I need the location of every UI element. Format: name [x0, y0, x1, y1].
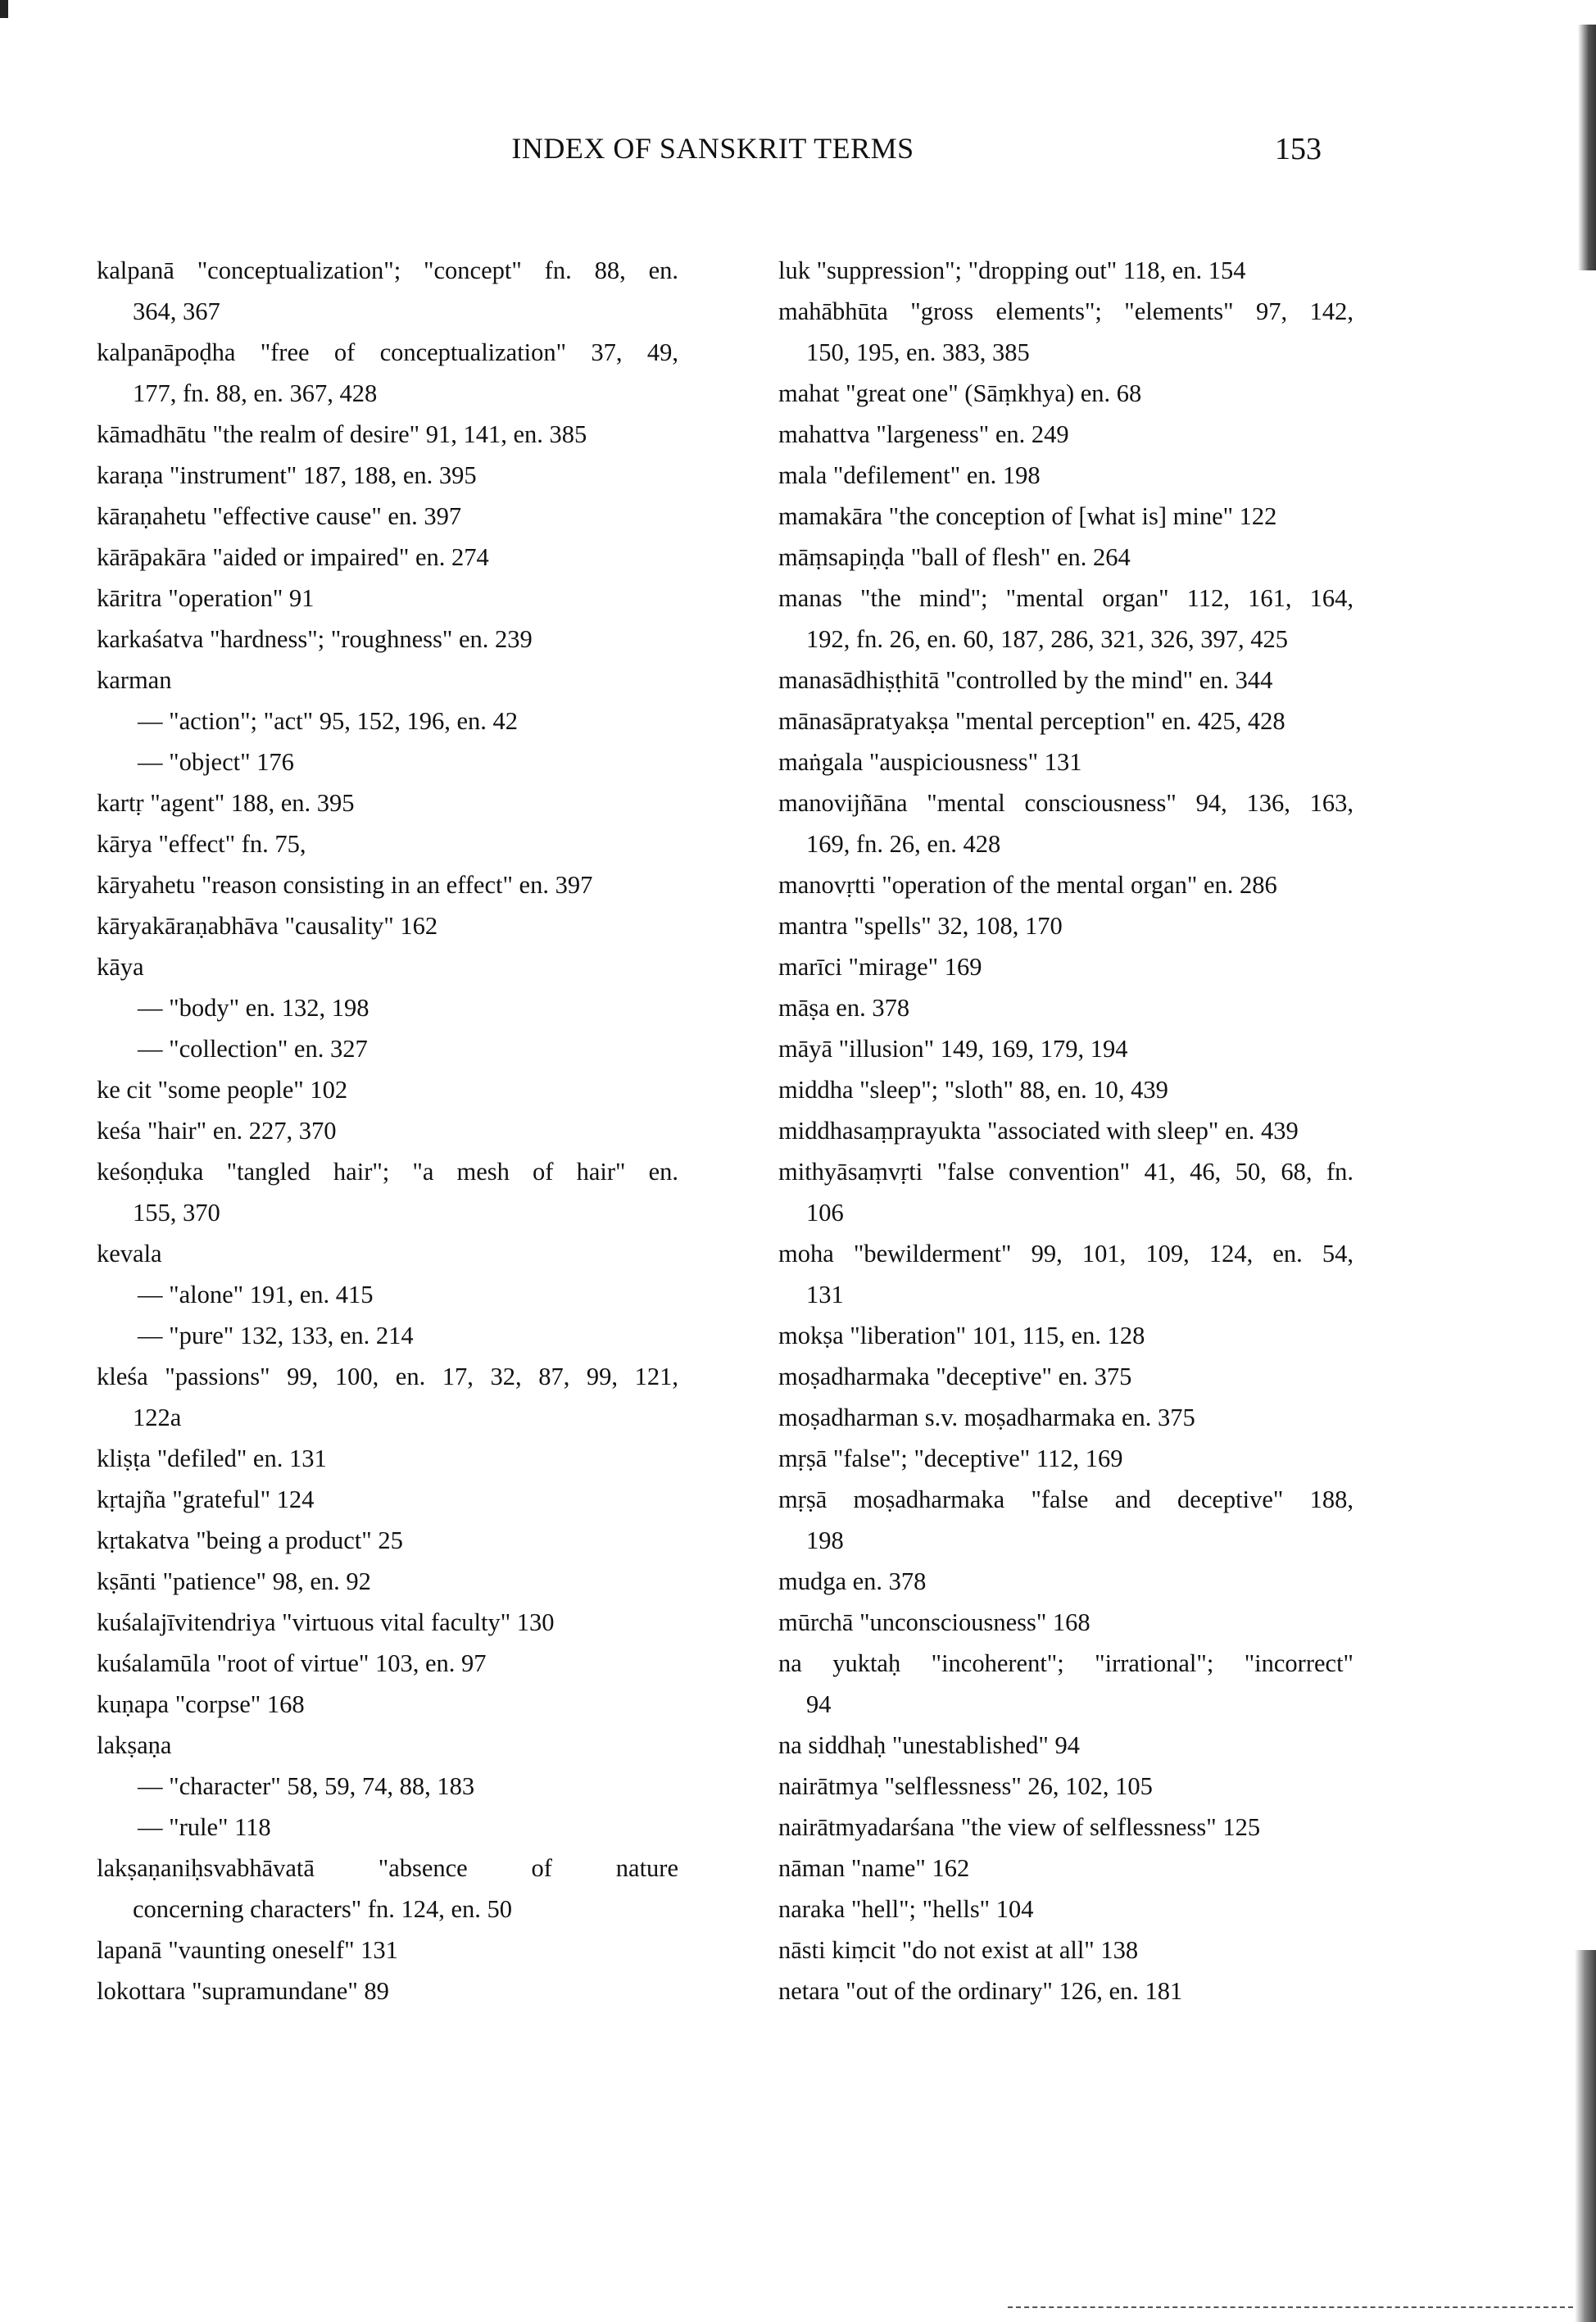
- index-entry: [97, 496, 678, 537]
- index-entry-head: kuṇapa "corpse" 168: [97, 1690, 305, 1718]
- index-entry-head: mānasāpratyakṣa "mental perception" en. 425, 428: [778, 707, 1285, 735]
- index-entry-head: moṣadharman s.v. moṣadharmaka en. 375: [778, 1404, 1195, 1431]
- index-entry: [778, 1151, 1353, 1233]
- index-entry: [778, 1602, 1353, 1643]
- index-subentry: — "pure" 132, 133, en. 214: [138, 1322, 414, 1349]
- index-entry-head: kṛtakatva "being a product" 25: [97, 1526, 403, 1554]
- index-entry: [778, 1971, 1353, 2011]
- index-entry: [97, 1930, 678, 1971]
- index-entry-continuation: 198: [806, 1526, 844, 1554]
- index-entry: [97, 1356, 678, 1438]
- index-entry: [778, 660, 1353, 701]
- index-entry-head: mṛṣā moṣadharmaka "false and deceptive" 188,: [778, 1485, 1353, 1513]
- index-entry: [97, 1971, 678, 2011]
- index-entry-head: mūrchā "unconsciousness" 168: [778, 1608, 1090, 1636]
- index-entry-head: ke cit "some people" 102: [97, 1076, 348, 1104]
- index-entry: [778, 1438, 1353, 1479]
- index-entry-continuation: 94: [806, 1690, 832, 1718]
- index-entry: [97, 823, 678, 864]
- scan-artifact-corner: [0, 0, 8, 18]
- index-entry-head: mahat "great one" (Sāṃkhya) en. 68: [778, 379, 1142, 407]
- index-entry: [778, 1110, 1353, 1151]
- index-entry-head: manas "the mind"; "mental organ" 112, 161, 164,: [778, 584, 1353, 612]
- index-subentry: — "action"; "act" 95, 152, 196, en. 42: [138, 707, 519, 735]
- index-entry: [97, 1438, 678, 1479]
- index-column-right: [778, 250, 1353, 2011]
- index-entry-head: mudga en. 378: [778, 1567, 927, 1595]
- index-entry: [97, 1684, 678, 1725]
- index-entry: [97, 455, 678, 496]
- index-entry: [778, 1069, 1353, 1110]
- index-entry: [778, 291, 1353, 373]
- index-entry: [97, 1725, 678, 1848]
- index-entry-head: kṣānti "patience" 98, en. 92: [97, 1567, 371, 1595]
- index-entry: [97, 905, 678, 946]
- index-subentry: — "collection" en. 327: [138, 1035, 368, 1063]
- index-entry-head: middha "sleep"; "sloth" 88, en. 10, 439: [778, 1076, 1168, 1104]
- index-subentry: — "body" en. 132, 198: [138, 994, 370, 1022]
- index-entry-head: kārya "effect" fn. 75,: [97, 830, 306, 858]
- index-column-left: [97, 250, 678, 2011]
- index-entry: [778, 1479, 1353, 1561]
- index-entry: [778, 1807, 1353, 1848]
- index-entry: [778, 496, 1353, 537]
- index-subentry: — "object" 176: [138, 748, 294, 776]
- index-entry: [97, 1848, 678, 1930]
- index-entry: [97, 864, 678, 905]
- index-entry-continuation: 192, fn. 26, en. 60, 187, 286, 321, 326, 397, 425: [806, 625, 1288, 653]
- index-entry: [97, 660, 678, 782]
- index-entry-head: mahābhūta "gross elements"; "elements" 97, 142,: [778, 297, 1353, 325]
- index-entry: [778, 1643, 1353, 1725]
- index-entry-head: manasādhiṣṭhitā "controlled by the mind" en. 344: [778, 666, 1273, 694]
- index-entry: [778, 1561, 1353, 1602]
- index-entry-continuation: concerning characters" fn. 124, en. 50: [133, 1895, 512, 1923]
- index-entry-head: keśa "hair" en. 227, 370: [97, 1117, 337, 1145]
- index-entry-head: kuśalajīvitendriya "virtuous vital faculty" 130: [97, 1608, 555, 1636]
- index-entry-head: mokṣa "liberation" 101, 115, en. 128: [778, 1322, 1145, 1349]
- index-entry-head: lakṣaṇa: [97, 1731, 172, 1759]
- index-entry-head: kāryahetu "reason consisting in an effect" en. 397: [97, 871, 593, 899]
- index-entry-head: kāya: [97, 953, 144, 981]
- index-entry-continuation: 106: [806, 1199, 844, 1227]
- index-entry-head: na yuktaḥ "incoherent"; "irrational"; "incorrect": [778, 1649, 1353, 1677]
- index-entry-head: kevala: [97, 1240, 162, 1268]
- index-entry: [97, 537, 678, 578]
- index-entry-head: kalpanāpoḍha "free of conceptualization" 37, 49,: [97, 338, 678, 366]
- index-entry-head: nairātmya "selflessness" 26, 102, 105: [778, 1772, 1153, 1800]
- page-number: 153: [1275, 132, 1322, 166]
- index-entry: [97, 414, 678, 455]
- index-entry: [778, 1766, 1353, 1807]
- index-entry-head: manovijñāna "mental consciousness" 94, 136, 163,: [778, 789, 1353, 817]
- index-entry: [778, 1725, 1353, 1766]
- index-entry-head: mithyāsaṃvṛti "false convention" 41, 46, 50, 68, fn.: [778, 1158, 1353, 1186]
- index-entry-head: lokottara "supramundane" 89: [97, 1977, 389, 2005]
- index-entry: [97, 332, 678, 414]
- index-entry: [778, 1397, 1353, 1438]
- index-entry: [97, 946, 678, 1069]
- index-entry-head: mahattva "largeness" en. 249: [778, 420, 1069, 448]
- scan-artifact-line: [1008, 2306, 1573, 2308]
- index-entry: [97, 250, 678, 332]
- index-entry-head: luk "suppression"; "dropping out" 118, en. 154: [778, 256, 1246, 284]
- index-entry-continuation: 177, fn. 88, en. 367, 428: [133, 379, 378, 407]
- index-entry-head: karman: [97, 666, 172, 694]
- index-entry: [778, 1356, 1353, 1397]
- index-entry: [778, 578, 1353, 660]
- index-entry: [778, 1315, 1353, 1356]
- index-entry-head: karkaśatva "hardness"; "roughness" en. 239: [97, 625, 533, 653]
- index-entry: [778, 987, 1353, 1028]
- index-entry-head: moha "bewilderment" 99, 101, 109, 124, en. 54,: [778, 1240, 1353, 1268]
- index-entry-head: manovṛtti "operation of the mental organ" en. 286: [778, 871, 1277, 899]
- index-entry-continuation: 169, fn. 26, en. 428: [806, 830, 1001, 858]
- index-entry-head: netara "out of the ordinary" 126, en. 181: [778, 1977, 1183, 2005]
- index-entry-head: middhasaṃprayukta "associated with sleep" en. 439: [778, 1117, 1299, 1145]
- index-entry-head: nairātmyadarśana "the view of selflessness" 125: [778, 1813, 1261, 1841]
- index-entry-head: kāraṇahetu "effective cause" en. 397: [97, 502, 462, 530]
- index-entry: [97, 1110, 678, 1151]
- index-entry: [778, 782, 1353, 864]
- index-entry-head: keśoṇḍuka "tangled hair"; "a mesh of hair" en.: [97, 1158, 678, 1186]
- index-entry: [97, 1233, 678, 1356]
- index-entry-head: mamakāra "the conception of [what is] mine" 122: [778, 502, 1277, 530]
- index-entry-continuation: 155, 370: [133, 1199, 220, 1227]
- index-entry: [778, 905, 1353, 946]
- index-entry: [778, 414, 1353, 455]
- index-entry: [778, 1889, 1353, 1930]
- index-entry-head: nāman "name" 162: [778, 1854, 970, 1882]
- index-entry-head: māṣa en. 378: [778, 994, 910, 1022]
- index-entry: [778, 1233, 1353, 1315]
- index-subentry: — "rule" 118: [138, 1813, 271, 1841]
- index-entry: [778, 1848, 1353, 1889]
- index-entry: [778, 701, 1353, 741]
- index-entry: [97, 782, 678, 823]
- index-entry: [97, 1069, 678, 1110]
- running-head: INDEX OF SANSKRIT TERMS: [511, 132, 914, 165]
- index-subentry: — "alone" 191, en. 415: [138, 1281, 374, 1308]
- index-entry-head: māṃsapiṇḍa "ball of flesh" en. 264: [778, 543, 1131, 571]
- index-entry: [778, 1930, 1353, 1971]
- index-entry-head: kliṣṭa "defiled" en. 131: [97, 1444, 327, 1472]
- index-entry: [778, 537, 1353, 578]
- index-entry-head: kārāpakāra "aided or impaired" en. 274: [97, 543, 489, 571]
- index-entry-continuation: 122a: [133, 1404, 182, 1431]
- scan-shadow-edge: [1575, 1950, 1596, 2322]
- index-entry: [97, 1602, 678, 1643]
- index-entry: [778, 373, 1353, 414]
- index-entry-head: mantra "spells" 32, 108, 170: [778, 912, 1063, 940]
- index-entry: [778, 741, 1353, 782]
- index-entry: [97, 1520, 678, 1561]
- index-entry-head: na siddhaḥ "unestablished" 94: [778, 1731, 1080, 1759]
- index-entry-head: moṣadharmaka "deceptive" en. 375: [778, 1363, 1132, 1390]
- index-entry: [778, 864, 1353, 905]
- index-entry-head: nāsti kiṃcit "do not exist at all" 138: [778, 1936, 1139, 1964]
- index-entry: [97, 1479, 678, 1520]
- index-entry-head: lakṣaṇaniḥsvabhāvatā "absence of nature: [97, 1854, 678, 1882]
- index-entry-head: kuśalamūla "root of virtue" 103, en. 97: [97, 1649, 487, 1677]
- index-entry: [778, 250, 1353, 291]
- scan-shadow-edge: [1578, 25, 1596, 270]
- index-entry-head: kāryakāraṇabhāva "causality" 162: [97, 912, 438, 940]
- index-entry-head: naraka "hell"; "hells" 104: [778, 1895, 1034, 1923]
- index-entry: [778, 455, 1353, 496]
- index-entry-head: maṅgala "auspiciousness" 131: [778, 748, 1082, 776]
- index-entry-head: kṛtajña "grateful" 124: [97, 1485, 315, 1513]
- index-entry-continuation: 131: [806, 1281, 844, 1308]
- index-entry: [97, 1643, 678, 1684]
- index-entry: [97, 1151, 678, 1233]
- index-entry-head: lapanā "vaunting oneself" 131: [97, 1936, 398, 1964]
- index-entry-continuation: 150, 195, en. 383, 385: [806, 338, 1030, 366]
- index-entry-head: marīci "mirage" 169: [778, 953, 982, 981]
- index-entry-head: mṛṣā "false"; "deceptive" 112, 169: [778, 1444, 1123, 1472]
- index-entry-continuation: 364, 367: [133, 297, 220, 325]
- index-entry: [778, 1028, 1353, 1069]
- index-entry: [97, 619, 678, 660]
- index-entry: [97, 578, 678, 619]
- index-entry-head: karaṇa "instrument" 187, 188, en. 395: [97, 461, 477, 489]
- index-entry: [97, 1561, 678, 1602]
- index-entry-head: kāmadhātu "the realm of desire" 91, 141, en. 385: [97, 420, 587, 448]
- index-subentry: — "character" 58, 59, 74, 88, 183: [138, 1772, 475, 1800]
- index-entry-head: kalpanā "conceptualization"; "concept" fn. 88, en.: [97, 256, 678, 284]
- index-entry-head: kleśa "passions" 99, 100, en. 17, 32, 87, 99, 121,: [97, 1363, 678, 1390]
- index-entry-head: mala "defilement" en. 198: [778, 461, 1041, 489]
- index-entry-head: māyā "illusion" 149, 169, 179, 194: [778, 1035, 1128, 1063]
- index-entry: [778, 946, 1353, 987]
- index-entry-head: kāritra "operation" 91: [97, 584, 315, 612]
- index-entry-head: kartṛ "agent" 188, en. 395: [97, 789, 355, 817]
